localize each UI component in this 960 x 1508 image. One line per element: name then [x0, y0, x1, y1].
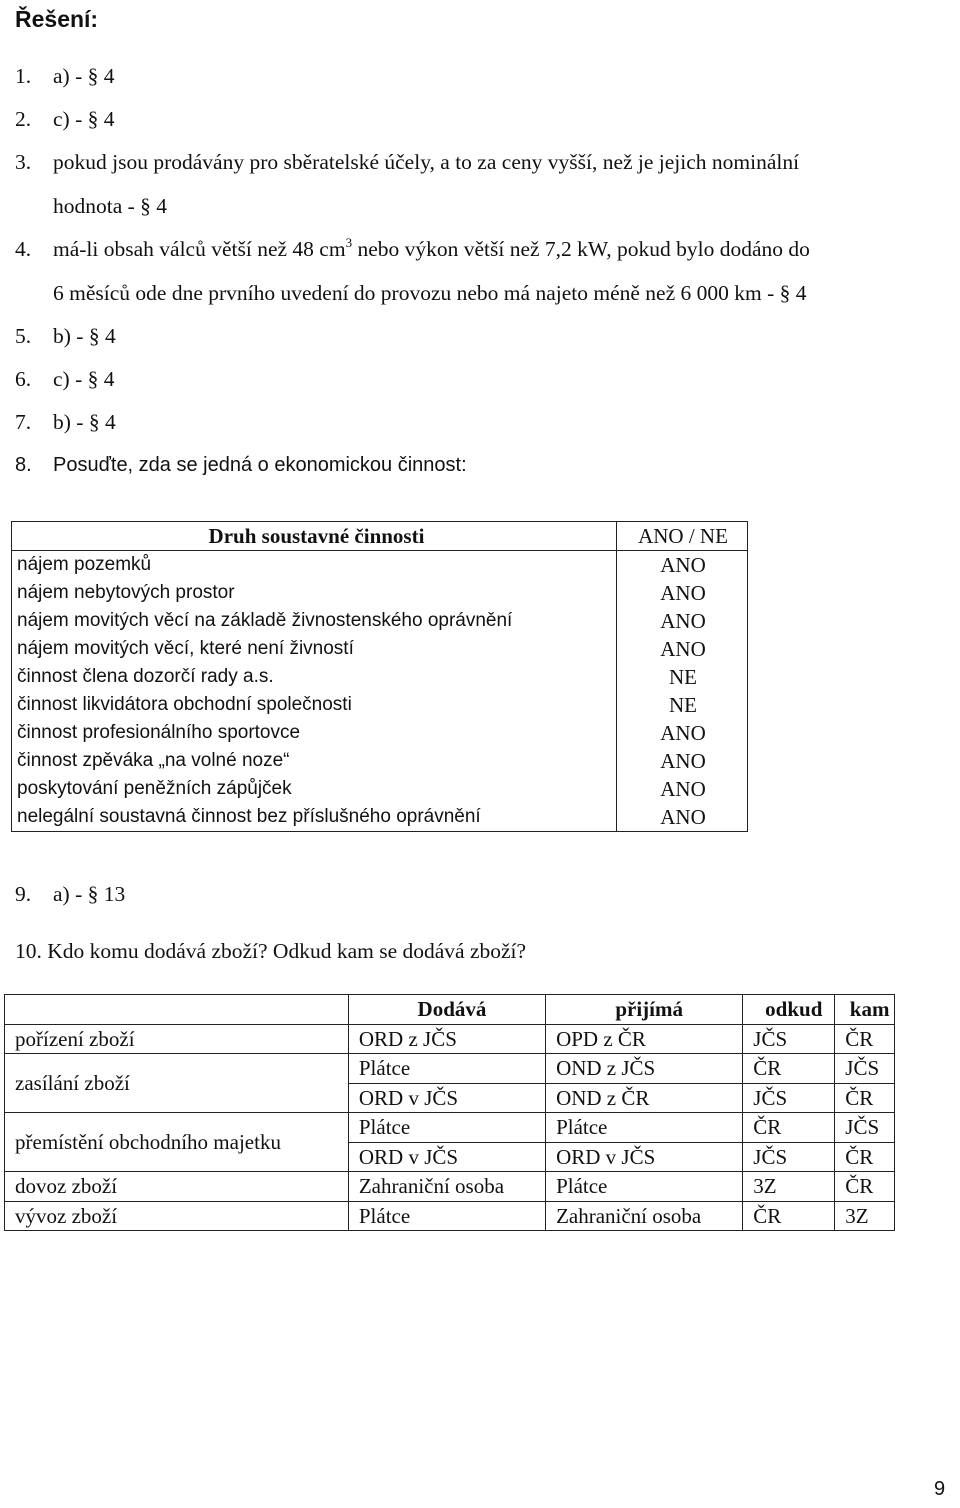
list-item: 8. Posuďte, zda se jedná o ekonomickou činnost:: [15, 454, 467, 476]
table-row: ORD v JČS ORD v JČS JČS ČR: [5, 1142, 895, 1172]
list-item: 4. má-li obsah válců větší než 48 $cm^3$ nebo výkon větší než 7,2 kW, pokud bylo dodáno do: [15, 235, 810, 261]
page-heading: Řešení:: [15, 6, 99, 32]
table-row: činnost člena dozorčí rady a.s. NE: [12, 663, 748, 691]
table-header-recipient: přijímá: [546, 995, 743, 1025]
table-row: činnost likvidátora obchodní společnosti NE: [12, 691, 748, 719]
economic-activity-table: [11, 521, 748, 832]
table-row: nájem nebytových prostor ANO: [12, 579, 748, 607]
table-row: zasílání zboží Plátce OND z JČS ČR JČS: [5, 1054, 895, 1084]
table-row: pořízení zboží ORD z JČS OPD z ČR JČS ČR: [5, 1024, 895, 1054]
list-item-continuation: 6 měsíců ode dne prvního uvedení do provozu nebo má najeto méně než 6 000 km - § 4: [53, 281, 807, 305]
list-item: 2. c) - § 4: [15, 107, 115, 131]
table-header-supplier: Dodává: [348, 995, 545, 1025]
page-number: 9: [934, 1478, 946, 1500]
table-header-yes-no: ANO / NE: [617, 522, 748, 551]
table-row: nelegální soustavná činnost bez příslušného oprávnění ANO: [12, 803, 748, 832]
table-row: vývoz zboží Plátce Zahraniční osoba ČR 3Z: [5, 1201, 895, 1231]
table-header-from: odkud: [743, 995, 835, 1025]
table-row: nájem movitých věcí, které není živností ANO: [12, 635, 748, 663]
table-header-activity: Druh soustavné činnosti: [12, 522, 617, 551]
table-row: činnost profesionálního sportovce ANO: [12, 719, 748, 747]
list-item: 1. a) - § 4: [15, 64, 115, 88]
table-row: nájem movitých věcí na základě živnostenského oprávnění ANO: [12, 607, 748, 635]
table-row: činnost zpěváka „na volné noze“ ANO: [12, 747, 748, 775]
list-item: 3. pokud jsou prodávány pro sběratelské účely, a to za ceny vyšší, než je jejich nominální: [15, 150, 800, 174]
list-item: 5. b) - § 4: [15, 324, 116, 348]
list-item: 10. Kdo komu dodává zboží? Odkud kam se dodává zboží?: [15, 939, 527, 963]
list-item: 9. a) - § 13: [15, 882, 126, 906]
supply-table: [4, 994, 895, 1231]
table-row: nájem pozemků ANO: [12, 551, 748, 580]
table-header-empty: [5, 995, 349, 1025]
list-item: 6. c) - § 4: [15, 367, 115, 391]
list-item: 7. b) - § 4: [15, 410, 116, 434]
table-row: poskytování peněžních zápůjček ANO: [12, 775, 748, 803]
table-row: ORD v JČS OND z ČR JČS ČR: [5, 1083, 895, 1113]
list-item-continuation: hodnota - § 4: [53, 194, 168, 218]
table-row: přemístění obchodního majetku Plátce Plátce ČR JČS: [5, 1113, 895, 1143]
table-header-to: kam: [835, 995, 895, 1025]
table-row: dovoz zboží Zahraniční osoba Plátce 3Z ČR: [5, 1172, 895, 1202]
